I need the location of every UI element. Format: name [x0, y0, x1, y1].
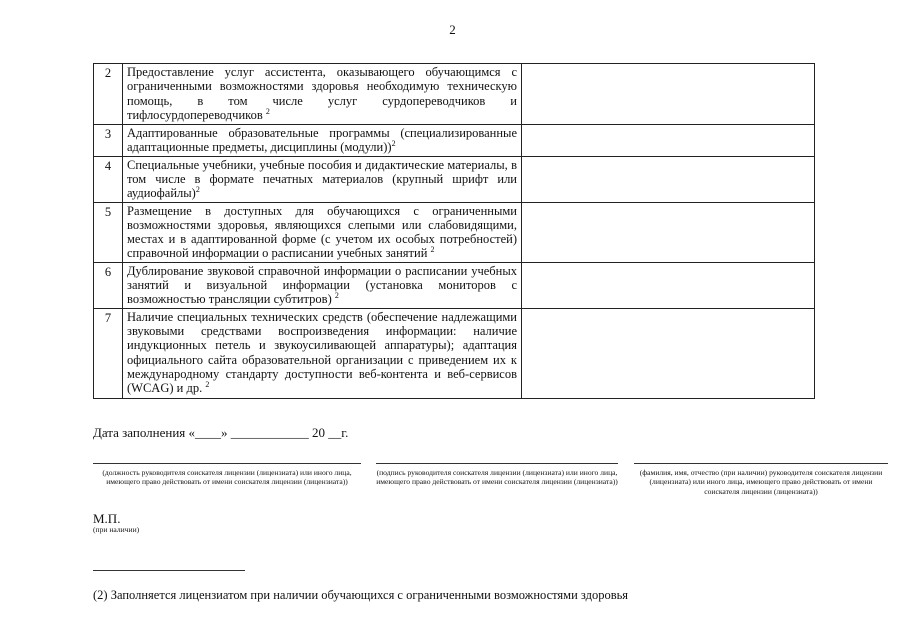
- row-description: Адаптированные образовательные программы (специализированные адаптационные предметы, дисциплины (модули))$^2$: [123, 125, 522, 157]
- row-description: Наличие специальных технических средств (обеспечение надлежащими звуковыми средствами воспроизведения информации: наличие индукционных петель и звукоусиливающей аппаратуры); адаптация официального сайта образовательной организации с приведением их к международному стандарту доступности веб-контента и веб-сервисов (WCAG) и др. $^2$: [123, 308, 522, 398]
- stamp-note: (при наличии): [93, 525, 140, 534]
- row-number: 7: [94, 308, 123, 398]
- row-value-cell[interactable]: [522, 125, 815, 157]
- stamp-label: М.П.: [93, 511, 121, 526]
- page-number: 2: [449, 22, 456, 37]
- footnote-ref: 2: [265, 106, 270, 116]
- signature-block-full-name: [634, 463, 888, 496]
- footnote-ref: 2: [391, 139, 396, 149]
- signature-caption: (подпись руководителя соискателя лицензии (лицензиата) или иного лица, имеющего право действовать от имени соискателя лицензии (лицензиата)): [376, 468, 618, 487]
- table-row: [94, 308, 815, 398]
- fill-date-line: Дата заполнения «____» ____________ 20 __г.: [93, 425, 349, 440]
- row-value-cell[interactable]: [522, 156, 815, 202]
- row-number: 3: [94, 125, 123, 157]
- footnote-ref: 2: [334, 291, 339, 301]
- row-value-cell[interactable]: [522, 308, 815, 398]
- signature-block-signature: [376, 463, 618, 487]
- row-value-cell[interactable]: [522, 262, 815, 308]
- row-number: 5: [94, 202, 123, 262]
- footnote-ref: 2: [195, 185, 200, 195]
- table-row: [94, 156, 815, 202]
- facilities-table: [93, 63, 815, 399]
- signature-line[interactable]: [93, 463, 361, 464]
- footnote-text: (2) Заполняется лицензиатом при наличии обучающихся с ограниченными возможностями здоровья: [93, 588, 629, 602]
- row-description: Специальные учебники, учебные пособия и дидактические материалы, в том числе в формате печатных материалов (крупный шрифт или аудиофайлы)$^2$: [123, 156, 522, 202]
- row-description: Предоставление услуг ассистента, оказывающего обучающимся с ограниченными возможностями здоровья необходимую техническую помощь, в том числе услуг сурдопереводчиков и тифлосурдопереводчиков $^2$: [123, 64, 522, 125]
- table-row: [94, 202, 815, 262]
- row-number: 2: [94, 64, 123, 125]
- signature-caption: (фамилия, имя, отчество (при наличии) руководителя соискателя лицензии (лицензиата) или иного лица, имеющего право действовать от имени соискателя лицензии (лицензиата)): [639, 468, 883, 496]
- signature-line[interactable]: [634, 463, 888, 464]
- row-value-cell[interactable]: [522, 64, 815, 125]
- signature-line[interactable]: [376, 463, 618, 464]
- signature-block-position: [93, 463, 361, 487]
- footnote-separator: [93, 570, 245, 571]
- row-description: Размещение в доступных для обучающихся с ограниченными возможностями здоровья, являющихся слепыми или слабовидящими, местах и в адаптированной форме (с учетом их особых потребностей) справочной информации о расписании учебных занятий $^2$: [123, 202, 522, 262]
- footnote-ref: 2: [430, 245, 435, 255]
- table-row: [94, 125, 815, 157]
- row-number: 6: [94, 262, 123, 308]
- row-number: 4: [94, 156, 123, 202]
- table-row: [94, 64, 815, 125]
- footnote-ref: 2: [205, 380, 210, 389]
- signature-caption: (должность руководителя соискателя лицензии (лицензиата) или иного лица, имеющего право действовать от имени соискателя лицензии (лицензиата)): [102, 468, 352, 487]
- table-row: [94, 262, 815, 308]
- row-value-cell[interactable]: [522, 202, 815, 262]
- row-description: Дублирование звуковой справочной информации о расписании учебных занятий и визуальной информации (установка мониторов с возможностью трансляции субтитров) $^2$: [123, 262, 522, 308]
